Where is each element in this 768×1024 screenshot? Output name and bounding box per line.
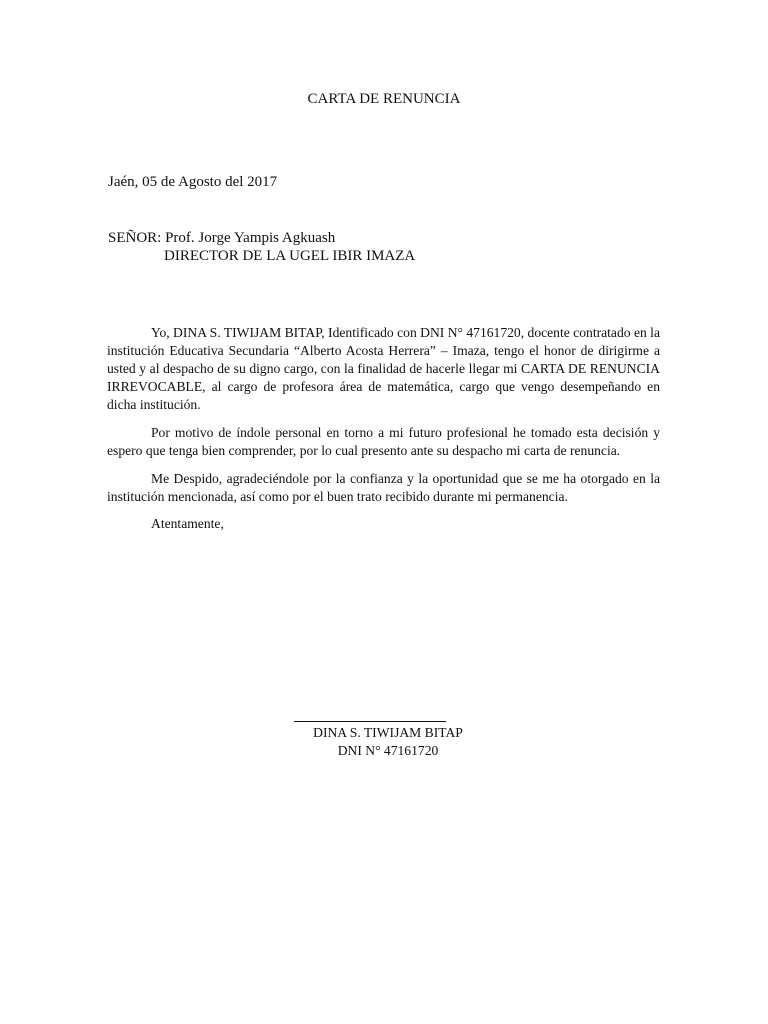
signer-dni: DNI N° 47161720 <box>337 743 439 758</box>
date-line: Jaén, 05 de Agosto del 2017 <box>108 174 278 190</box>
signature-line <box>294 721 446 722</box>
letter-body <box>107 324 660 516</box>
signature-block <box>0 724 768 760</box>
recipient-title: DIRECTOR DE LA UGEL IBIR IMAZA <box>164 248 416 264</box>
signer-name: DINA S. TIWIJAM BITAP <box>313 725 463 740</box>
body-paragraph: Por motivo de índole personal en torno a mi futuro profesional he tomado esta decisión y espero que tenga bien comprender, por lo cual presento ante su despacho mi carta de renuncia. <box>107 425 660 458</box>
body-paragraph: Yo, DINA S. TIWIJAM BITAP, Identificado con DNI N° 47161720, docente contratado en la institución Educativa Secundaria “Alberto Acosta Herrera” – Imaza, tengo el honor de dirigirme a usted y al despacho de su digno cargo, con la finalidad de hacerle llegar mi CARTA DE RENUNCIA IRREVOCABLE, al cargo de profesora área de matemática, cargo que vengo desempeñando en dicha institución. <box>107 325 660 412</box>
body-paragraph: Me Despido, agradeciéndole por la confianza y la oportunidad que se me ha otorgado en la institución mencionada, así como por el buen trato recibido durante mi permanencia. <box>107 471 660 504</box>
recipient-line: SEÑOR: Prof. Jorge Yampis Agkuash <box>108 230 336 246</box>
letter-title: CARTA DE RENUNCIA <box>307 91 461 107</box>
closing-line: Atentamente, <box>151 516 224 531</box>
